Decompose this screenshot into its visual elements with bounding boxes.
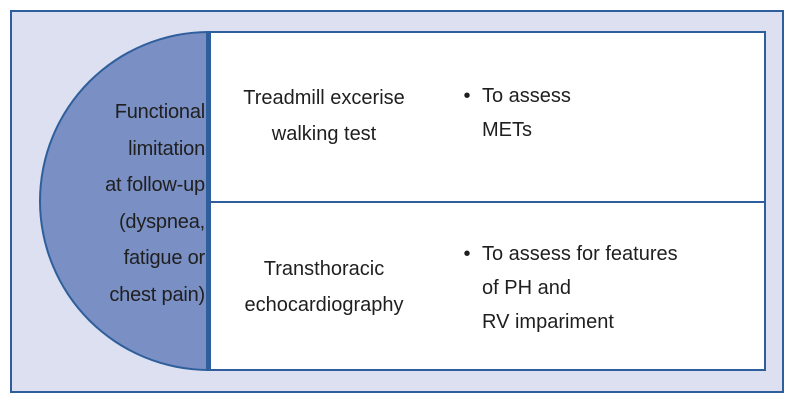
test-name-line: Transthoracic — [263, 258, 385, 280]
purpose-line: RV impariment — [482, 311, 614, 333]
row-divider — [211, 201, 764, 203]
symptom-label-line: Functional — [114, 101, 205, 123]
symptom-label-line: at follow-up — [105, 174, 205, 196]
test-name-treadmill — [214, 80, 434, 152]
test-name-line: echocardiography — [244, 294, 404, 316]
table-left-border — [206, 31, 209, 371]
purpose-echo — [463, 237, 678, 339]
purpose-line: To assess for features — [482, 243, 678, 265]
test-name-line: walking test — [271, 123, 377, 145]
symptom-label-line: (dyspnea, — [118, 210, 205, 233]
purpose-line: METs — [482, 119, 532, 141]
bullet-icon: • — [463, 85, 471, 107]
purpose-treadmill — [463, 79, 571, 147]
test-name-line: Treadmill excerise — [243, 87, 405, 109]
symptom-label — [95, 94, 205, 313]
bullet-icon: • — [463, 243, 471, 265]
purpose-line: To assess — [482, 85, 571, 107]
symptom-label-line: chest pain) — [109, 283, 205, 306]
symptom-label-line: limitation — [128, 137, 205, 160]
purpose-line: of PH and — [482, 277, 571, 299]
symptom-label-line: fatigue or — [123, 247, 205, 269]
test-name-echo — [214, 251, 434, 323]
